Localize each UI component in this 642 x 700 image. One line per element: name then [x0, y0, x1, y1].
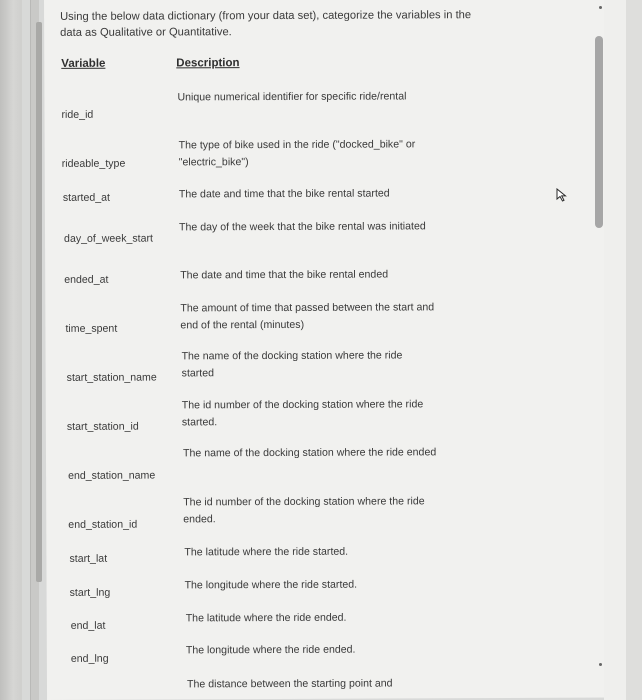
- table-row-variable: started_at: [62, 191, 111, 204]
- table-row-variable: rideable_type: [61, 157, 126, 170]
- description-column-header: Description: [176, 57, 240, 70]
- right-scrollbar-thumb[interactable]: [595, 36, 603, 228]
- table-row-description: The longitude where the ride started.: [184, 578, 358, 592]
- table-row-variable: end_lng: [70, 652, 109, 665]
- table-row-variable: end_station_id: [68, 518, 138, 531]
- table-row-description: The id number of the docking station where the ride started.: [181, 398, 424, 429]
- table-row-description: The distance between the starting point and: [186, 677, 393, 691]
- table-row-description: Unique numerical identifier for specific ride/rental: [177, 90, 407, 104]
- table-row-variable: start_lat: [69, 552, 108, 565]
- table-row-variable: day_of_week_start: [64, 232, 154, 245]
- table-row-variable: start_station_name: [66, 371, 157, 384]
- table-row-description: The longitude where the ride ended.: [185, 643, 356, 657]
- background-edge-right: [626, 0, 642, 700]
- table-row-variable: [72, 683, 192, 684]
- table-row-variable: ended_at: [64, 273, 109, 286]
- right-scroll-track: [604, 0, 626, 700]
- table-row-description: The latitude where the ride ended.: [185, 611, 347, 625]
- table-row-variable: ride_id: [61, 108, 94, 121]
- document-page: [44, 0, 607, 700]
- table-row-variable: time_spent: [65, 322, 118, 335]
- table-row-description: The date and time that the bike rental ended: [180, 268, 389, 282]
- scroll-down-indicator: [599, 663, 602, 666]
- background-edge: [0, 0, 22, 700]
- table-row-description: The type of bike used in the ride ("docked_bike" or "electric_bike"): [178, 138, 416, 169]
- table-row-description: The day of the week that the bike rental was initiated: [178, 220, 426, 234]
- intro-text: Using the below data dictionary (from your data set), categorize the variables in the data as Qualitative or Quantitative.: [60, 9, 472, 39]
- table-row-variable: start_station_id: [66, 420, 139, 433]
- table-row-variable: end_station_name: [68, 469, 156, 482]
- table-row-variable: end_lat: [70, 619, 106, 632]
- table-row-description: The date and time that the bike rental started: [178, 187, 390, 201]
- mouse-pointer-icon: [556, 188, 568, 202]
- table-row-description: The name of the docking station where the ride ended: [182, 446, 437, 460]
- variable-column-header: Variable: [61, 57, 106, 70]
- table-row-description: The latitude where the ride started.: [184, 545, 349, 559]
- table-row-variable: start_lng: [69, 586, 111, 599]
- table-row-description: The amount of time that passed between the start and end of the rental (minutes): [180, 301, 435, 332]
- scroll-up-indicator: [599, 6, 602, 9]
- table-row-description: The name of the docking station where the ride started: [181, 349, 403, 380]
- left-scrollbar-thumb[interactable]: [36, 22, 42, 582]
- table-row-description: The id number of the docking station where the ride ended.: [183, 495, 425, 526]
